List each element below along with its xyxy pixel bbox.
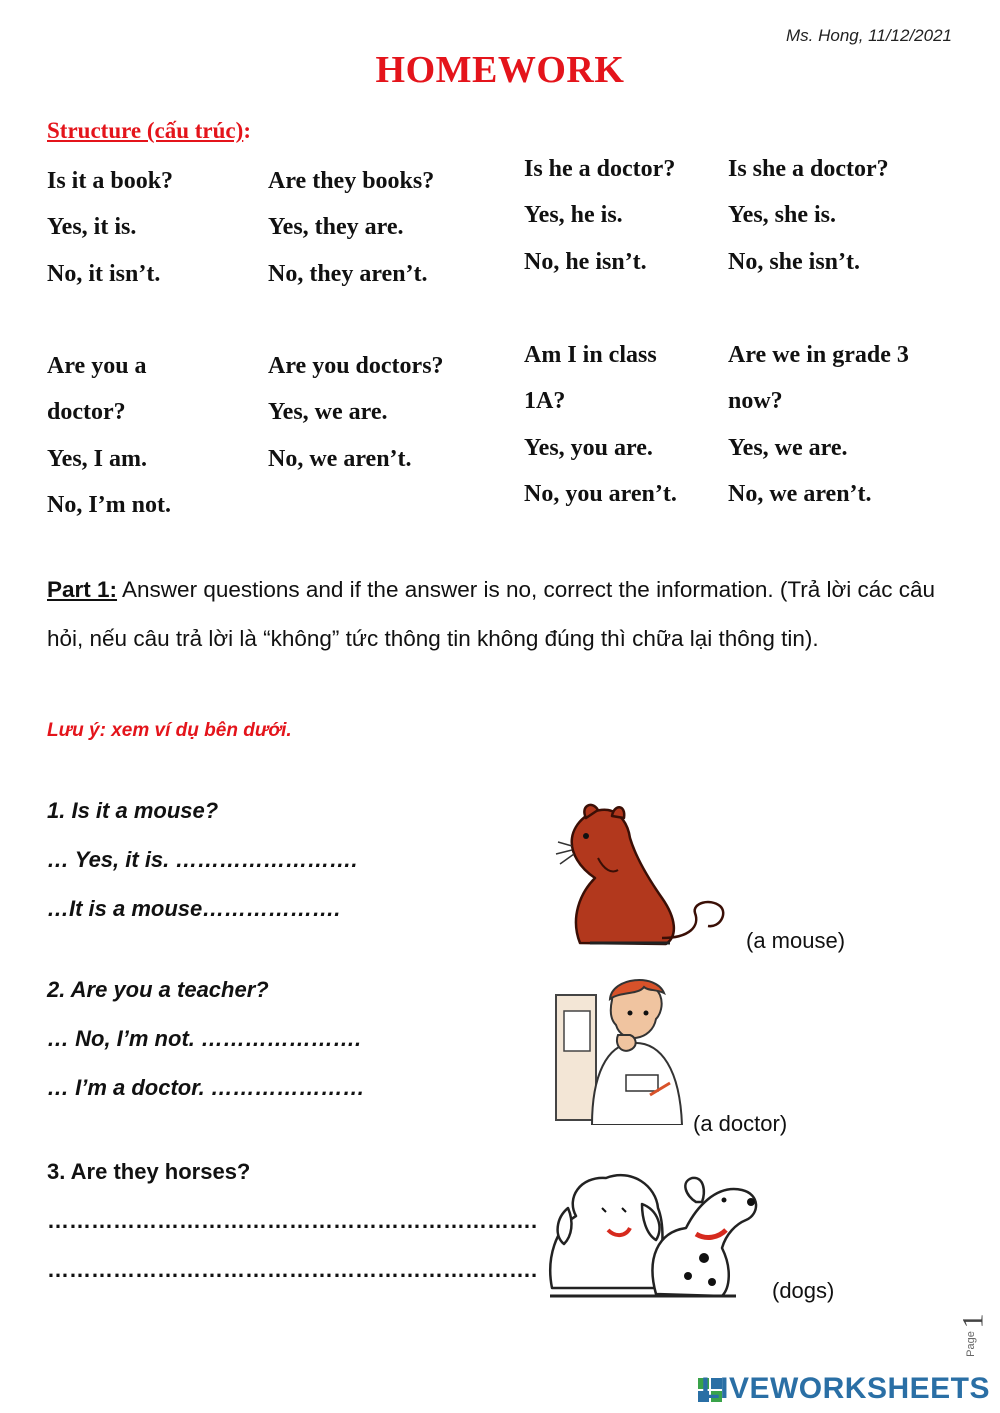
answer-1-line-1[interactable]: … Yes, it is. ……………………. (47, 847, 358, 872)
structure-line: No, we aren’t. (268, 445, 412, 472)
structure-line: Is it a book? (47, 168, 174, 194)
structure-line: Are they books? (268, 168, 435, 194)
structure-line: No, I’m not. (47, 491, 171, 518)
structure-heading-text: Structure (cấu trúc) (47, 118, 244, 143)
answer-3-line-1[interactable]: …………………………………………………………. (47, 1208, 538, 1233)
structure-line: Are you doctors? (268, 353, 444, 379)
structure-block-you-doctor (47, 343, 171, 528)
part1-note: Lưu ý: xem ví dụ bên dưới. (47, 720, 292, 741)
structure-line: No, they aren’t. (268, 260, 428, 287)
mouse-caption: (a mouse) (746, 928, 846, 953)
part1-label: Part 1: (47, 577, 118, 602)
structure-line: Are you a (47, 353, 147, 379)
answer-2-line-1[interactable]: … No, I’m not. …………………. (47, 1026, 362, 1051)
structure-line: No, he isn’t. (524, 248, 647, 275)
part1-text: Answer questions and if the answer is no, correct the information. (Trả lời các câu hỏi, nếu câu trả lời là “không” tức thông tin không đúng thì chữa lại thông tin). (47, 577, 936, 651)
page-number (956, 1308, 990, 1360)
structure-line: 1A? (524, 388, 566, 415)
question-3: 3. Are they horses? (47, 1159, 251, 1184)
structure-line: No, you aren’t. (524, 480, 677, 507)
structure-block-you-doctors (268, 343, 444, 482)
answer-1-line-2[interactable]: …It is a mouse………………. (47, 896, 341, 921)
dogs-caption: (dogs) (772, 1278, 835, 1303)
structure-block-she (728, 146, 889, 285)
structure-line: No, she isn’t. (728, 248, 861, 275)
structure-block-book (47, 158, 173, 297)
structure-line: No, we aren’t. (728, 480, 872, 507)
structure-block-he (524, 146, 675, 285)
question-1: 1. Is it a mouse? (47, 798, 219, 823)
structure-line: Am I in class (524, 342, 657, 368)
part1-instruction (47, 565, 952, 663)
answer-2-line-2[interactable]: … I’m a doctor. ………………… (47, 1075, 365, 1100)
author-date: Ms. Hong, 11/12/2021 (785, 26, 952, 45)
structure-line: Yes, we are. (268, 399, 388, 426)
structure-block-books (268, 158, 434, 297)
structure-line: now? (728, 388, 783, 415)
structure-line: Yes, you are. (524, 434, 653, 461)
structure-line: Yes, she is. (728, 202, 837, 229)
structure-line: doctor? (47, 399, 126, 426)
structure-line: No, it isn’t. (47, 260, 161, 287)
structure-line: Yes, I am. (47, 445, 147, 472)
question-2: 2. Are you a teacher? (47, 977, 269, 1002)
structure-block-class (524, 332, 677, 517)
structure-line: Are we in grade 3 (728, 342, 909, 368)
page-label: Page (964, 1331, 977, 1357)
structure-line: Yes, it is. (47, 214, 137, 241)
page-number-value: 1 (956, 1313, 990, 1329)
dogs-picture (546, 1158, 761, 1303)
answer-3-line-2[interactable]: …………………………………………………………. (47, 1257, 538, 1282)
structure-block-grade (728, 332, 909, 517)
structure-line: Yes, he is. (524, 202, 623, 229)
structure-line: Yes, we are. (728, 434, 848, 461)
doctor-caption: (a doctor) (693, 1111, 788, 1136)
doctor-picture (552, 975, 692, 1125)
structure-line: Yes, they are. (268, 214, 404, 241)
structure-heading (47, 118, 251, 144)
structure-line: Is he a doctor? (524, 156, 676, 182)
mouse-picture (550, 798, 740, 953)
structure-heading-colon: : (243, 118, 251, 143)
structure-line: Is she a doctor? (728, 156, 889, 182)
liveworksheets-brand[interactable]: LIVEWORKSHEETS (701, 1372, 990, 1405)
page-title: HOMEWORK (375, 49, 625, 91)
